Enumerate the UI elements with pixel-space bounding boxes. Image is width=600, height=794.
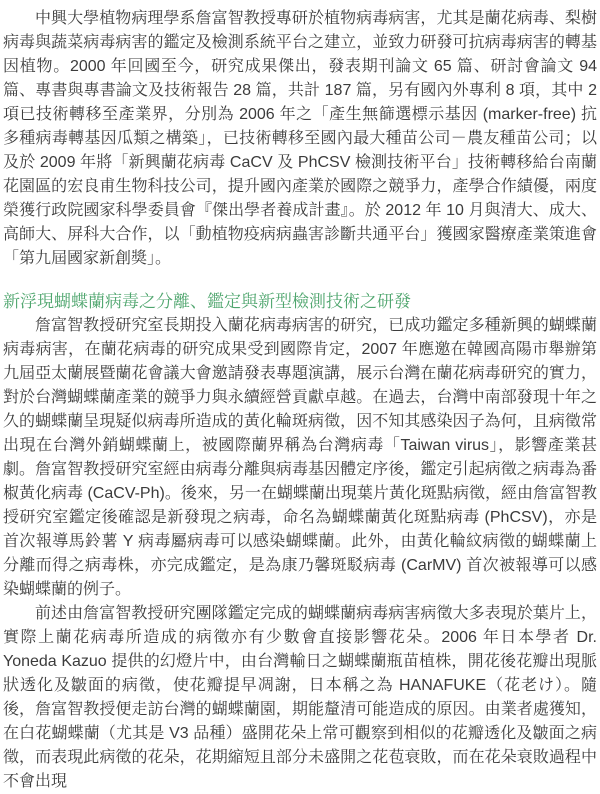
section-paragraph-flower-symptoms: 前述由詹富智教授研究團隊鑑定完成的蝴蝶蘭病毒病害病徵大多表現於葉片上，實際上蘭花病毒所造成的病徵亦有少數會直接影響花朵。2006 年日本學者 Dr. Yoneda Kazuo 提供的幻燈片中，由台灣輸日之蝴蝶蘭瓶苗植株，開花後花瓣出現脈狀透化及皺面的病徵，使花瓣提早凋謝，日本稱之為 HANAFUKE（花老け）。隨後，詹富智教授便走訪台灣的蝴蝶蘭園，期能釐清可能造成的原因。由業者處獲知，在白花蝴蝶蘭（尤其是 V3 品種）盛開花朵上常可觀察到相似的花瓣透化及皺面之病徵，而表現此病徵的花朵，花期縮短且部分未盛開之花苞衰敗，而在花朵衰敗過程中不會出現 [3,605,597,790]
section-heading: 新浮現蝴蝶蘭病毒之分離、鑑定與新型檢測技術之研發 [3,292,411,311]
intro-paragraph: 中興大學植物病理學系詹富智教授專研於植物病毒病害，尤其是蘭花病毒、梨樹病毒與蔬菜病毒病害的鑑定及檢測系統平台之建立，並致力研發可抗病毒病害的轉基因植物。2000 年回國至今，研究成果傑出，發表期刊論文 65 篇、研討會論文 94 篇、專書與專書論文及技術報告 28 篇，共計 187 篇，另有國內外專利 8 項，其中 2 項已技術轉移至產業界，分別為 2006 年之「產生無篩選標示基因 (marker-free) 抗多種病毒轉基因瓜類之構築」，已技術轉移至國內最大種苗公司－農友種苗公司；以及於 2009 年將「新興蘭花病毒 CaCV 及 PhCSV 檢測技術平台」技術轉移給台南蘭花園區的宏良甫生物科技公司，提升國內產業於國際之競爭力，產學合作績優，兩度榮獲行政院國家科學委員會『傑出學者養成計畫』。於 2012 年 10 月與清大、成大、高師大、屏科大合作，以「動植物疫病病蟲害診斷共通平台」獲國家醫療產業策進會「第九屆國家新創獎」。 [3,10,597,267]
section-paragraph-virus-identification: 詹富智教授研究室長期投入蘭花病毒病害的研究，已成功鑑定多種新興的蝴蝶蘭病毒病害，在蘭花病毒的研究成果受到國際肯定，2007 年應邀在韓國高陽市舉辦第九屆亞太蘭展暨蘭花會議大會邀請發表專題演講，展示台灣在蘭花病毒研究的實力，對於台灣蝴蝶蘭產業的競爭力與永續經營貢獻卓越。在過去，台灣中南部發現十年之久的蝴蝶蘭呈現疑似病毒所造成的黃化輪斑病徵，因不知其感染因子為何，且病徵常出現在台灣外銷蝴蝶蘭上，被國際蘭界稱為台灣病毒「Taiwan virus」，影響產業甚劇。詹富智教授研究室經由病毒分離與病毒基因體定序後，鑑定引起病徵之病毒為番椒黃化病毒 (CaCV-Ph)。後來，另一在蝴蝶蘭出現葉片黃化斑點病徵，經由詹富智教授研究室鑑定後確認是新發現之病毒，命名為蝴蝶蘭黃化斑點病毒 (PhCSV)，亦是首次報導馬鈴薯 Y 病毒屬病毒可以感染蝴蝶蘭。此外，由黃化輪紋病徵的蝴蝶蘭上分離而得之病毒株，亦完成鑑定，是為康乃馨斑駁病毒 (CarMV) 首次被報導可以感染蝴蝶蘭的例子。 [3,317,597,598]
